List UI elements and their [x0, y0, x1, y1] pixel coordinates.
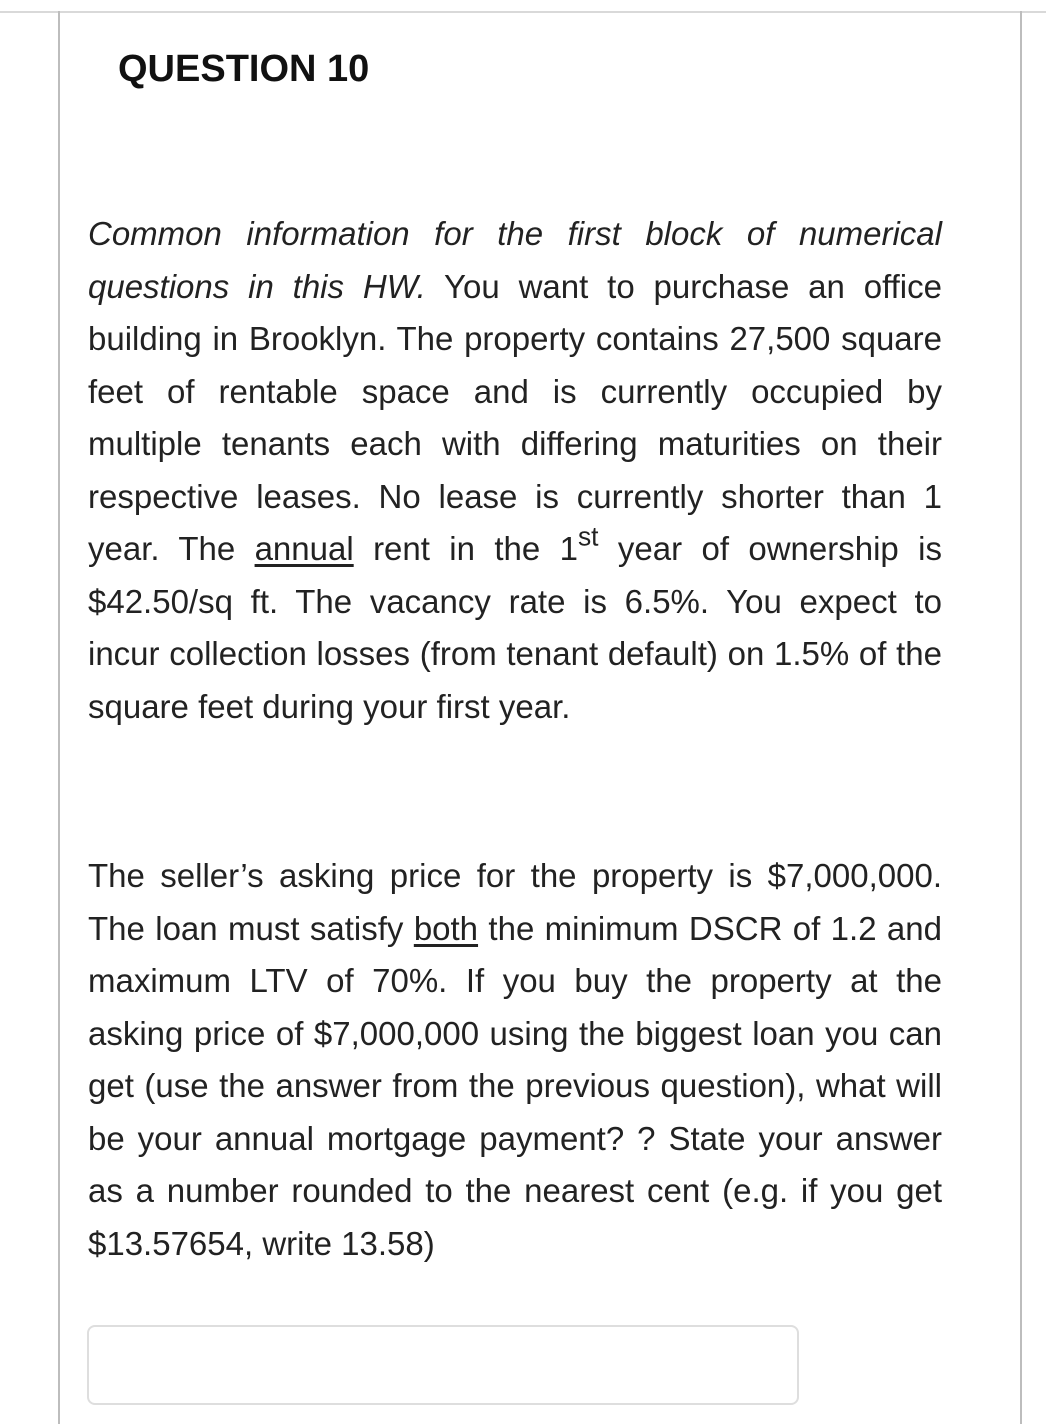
question-prompt-paragraph — [88, 850, 942, 1270]
intro-text-c: year of ownership is $42.50/sq ft. The vacancy rate is 6.5%. You expect to incur collection losses (from tenant default) on 1.5% of the square feet during your first year. — [88, 530, 942, 725]
underlined-both: both — [413, 909, 479, 947]
question-intro-paragraph — [88, 208, 942, 733]
intro-text-b: rent in the 1 — [353, 530, 578, 567]
prompt-text-b: the minimum DSCR of 1.2 and maximum LTV of 70%. If you buy the property at the asking price of $7,000,000 using the biggest loan you can get (use the answer from the previous question), what will be your annual mortgage payment? ? State your answer as a number rounded to the nearest cent (e.g. if you get $13.57654, write 13.58) — [88, 909, 942, 1262]
prompt-text-a: The seller’s asking price for the property is $7,000,000. The loan must satisfy — [88, 857, 942, 947]
question-title: QUESTION 10 — [118, 48, 370, 90]
intro-italic-text: Common information for the first block of numerical questions in this HW. — [88, 215, 942, 305]
underlined-annual: annual — [254, 530, 354, 567]
answer-input[interactable] — [87, 1325, 799, 1405]
intro-text-a: You want to purchase an office building in Brooklyn. The property contains 27,500 square feet of rentable space and is currently occupied by multiple tenants each with differing maturities on their respective leases. No lease is currently shorter than 1 year. The — [88, 267, 942, 567]
ordinal-superscript: st — [577, 521, 599, 552]
